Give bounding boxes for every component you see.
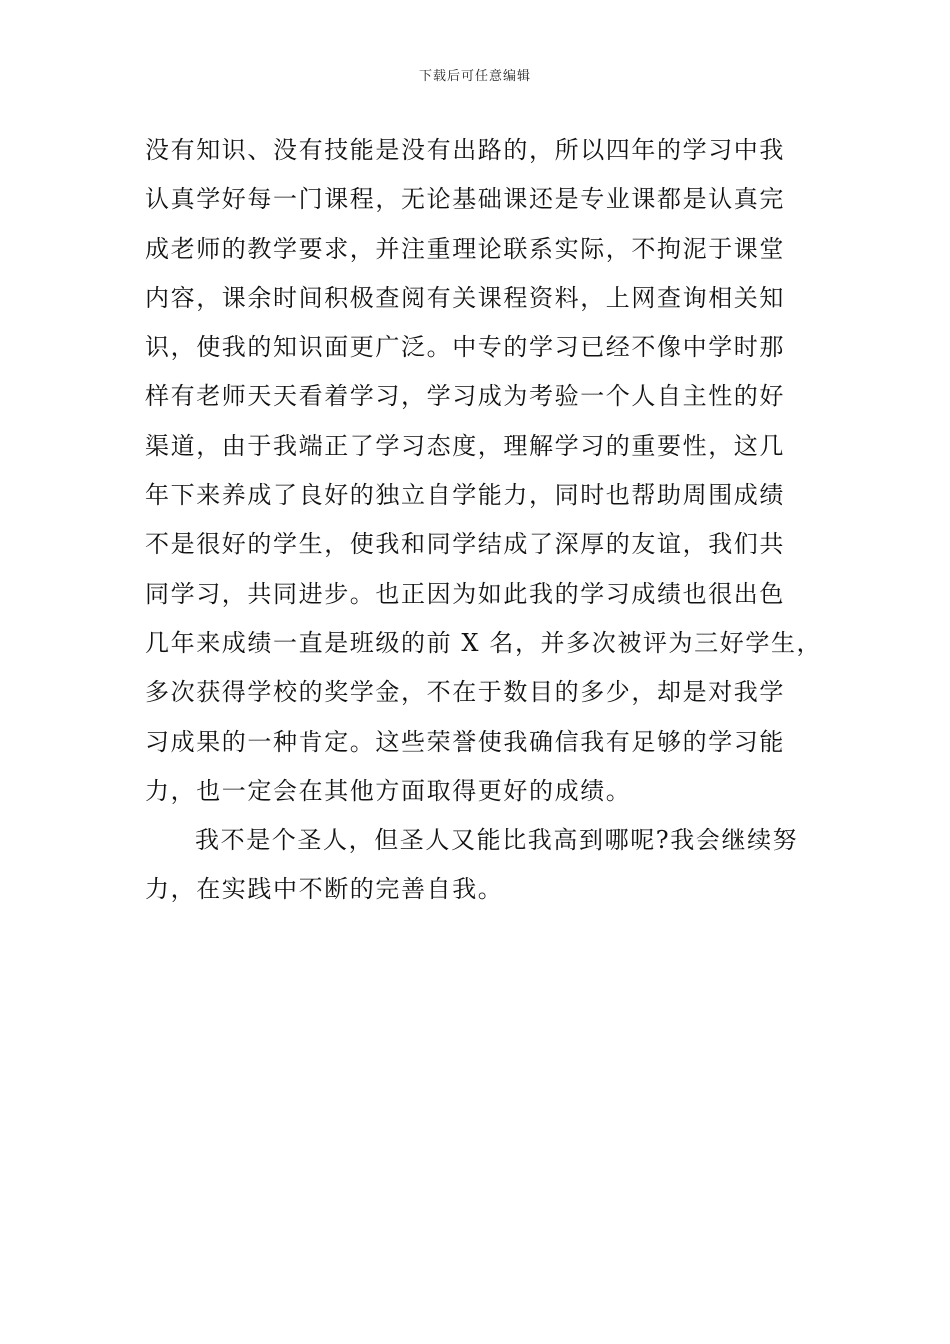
paragraph-line: 成老师的教学要求，并注重理论联系实际，不拘泥于课堂 — [145, 234, 785, 263]
paragraph-line: 力，在实践中不断的完善自我。 — [145, 875, 504, 904]
paragraph-line: 年下来养成了良好的独立自学能力，同时也帮助周围成绩 — [145, 481, 785, 510]
paragraph-line: 几年来成绩一直是班级的前 X 名，并多次被评为三好学生， — [145, 628, 823, 657]
paragraph-line: 我不是个圣人，但圣人又能比我高到哪呢?我会继续努 — [195, 826, 799, 855]
paragraph-line: 渠道，由于我端正了学习态度，理解学习的重要性，这几 — [145, 431, 785, 460]
body-text — [145, 126, 823, 915]
paragraph-line: 习成果的一种肯定。这些荣誉使我确信我有足够的学习能 — [145, 727, 785, 756]
paragraph-line: 内容，课余时间积极查阅有关课程资料，上网查询相关知 — [145, 283, 785, 312]
paragraph-line: 同学习，共同进步。也正因为如此我的学习成绩也很出色 — [145, 579, 785, 608]
paragraph-line: 没有知识、没有技能是没有出路的，所以四年的学习中我 — [145, 136, 785, 164]
header-note: 下载后可任意编辑 — [418, 69, 531, 84]
paragraph-line: 认真学好每一门课程，无论基础课还是专业课都是认真完 — [145, 185, 785, 214]
paragraph-line: 力，也一定会在其他方面取得更好的成绩。 — [145, 776, 632, 805]
paragraph-line: 识，使我的知识面更广泛。中专的学习已经不像中学时那 — [145, 333, 785, 362]
paragraph-line: 多次获得学校的奖学金，不在于数目的多少，却是对我学 — [145, 678, 785, 707]
paragraph-line: 样有老师天天看着学习，学习成为考验一个人自主性的好 — [145, 382, 785, 411]
paragraph-line: 不是很好的学生，使我和同学结成了深厚的友谊，我们共 — [145, 530, 785, 559]
